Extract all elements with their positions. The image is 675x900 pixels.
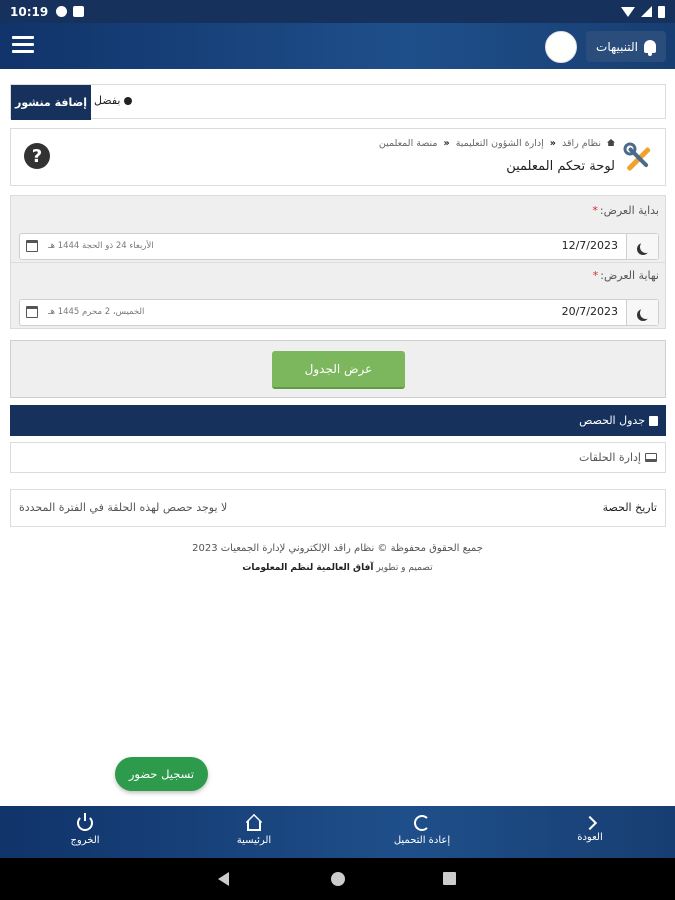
reload-icon [414,815,430,831]
logout-button[interactable]: الخروج [25,806,145,858]
circles-management-row[interactable] [10,442,666,473]
schedule-header-label: جدول الحصص [579,414,645,427]
bottom-nav [0,806,675,858]
home-button[interactable]: الرئيسية [194,806,314,858]
date-range-form [10,195,666,329]
credit-company-link[interactable]: آفاق العالمية لنظم المعلومات [242,563,374,573]
end-date-field[interactable] [19,299,659,326]
sim-card-icon [73,6,84,17]
record-attendance-button[interactable]: تسجيل حضور [115,757,208,791]
moon-icon [640,241,652,253]
start-date-label: بداية العرض:* [592,204,659,217]
laptop-icon [645,453,657,462]
battery-icon [658,6,665,18]
start-hijri-value: الأربعاء 24 ذو الحجة 1444 هـ [48,241,154,251]
moon-icon [640,307,652,319]
end-date-label: نهاية العرض:* [592,269,659,282]
page-title: لوحة تحكم المعلمين [506,159,615,174]
show-schedule-panel [10,340,666,398]
notifications-label: التنبيهات [596,39,638,54]
post-bar [10,84,666,119]
bell-icon [644,40,656,53]
tools-icon [623,142,655,174]
status-time: 10:19 [10,4,49,19]
reload-button[interactable]: إعادة التحميل [362,806,482,858]
status-bar [0,0,675,23]
post-ticker [94,94,132,107]
history-title: تاريخ الحصة [602,501,657,514]
circles-management-label: إدارة الحلقات [578,451,641,464]
copyright-text: جميع الحقوق محفوظة © نظام راقد الإلكتروني لإدارة الجمعيات 2023 [192,543,483,554]
info-icon [124,97,132,105]
calendar-icon[interactable] [26,306,38,318]
notifications-button[interactable] [586,31,666,62]
power-icon [77,815,93,831]
page-header [10,128,666,186]
avatar[interactable] [545,31,577,63]
menu-icon[interactable] [12,36,34,54]
notification-app-icon [56,6,67,17]
calendar-small-icon [649,416,658,426]
show-schedule-button[interactable]: عرض الجدول [272,351,405,389]
back-button[interactable]: العودة [530,806,650,858]
hijri-toggle-button[interactable] [626,300,658,325]
wifi-icon [621,7,635,17]
history-empty-message: لا يوجد حصص لهذه الحلقة في الفترة المحددة [19,501,228,514]
schedule-header [10,405,666,436]
home-icon [247,821,261,831]
post-ticker-text: بفضل [94,94,121,107]
start-date-value: 12/7/2023 [561,239,618,252]
app-bar [0,23,675,69]
calendar-icon[interactable] [26,240,38,252]
signal-icon [641,6,652,17]
system-nav-bar [0,858,675,900]
add-post-button[interactable]: إضافة منشور [11,85,91,120]
breadcrumb-item[interactable]: منصة المعلمين [378,138,438,149]
end-hijri-value: الخميس، 2 محرم 1445 هـ [48,307,145,317]
breadcrumb: نظام راقد « إدارة الشؤون التعليمية « منصة المعلمين [379,138,615,149]
start-date-field[interactable] [19,233,659,260]
breadcrumb-item[interactable]: إدارة الشؤون التعليمية [455,138,544,149]
system-back-icon[interactable] [218,872,229,886]
end-date-value: 20/7/2023 [561,305,618,318]
help-icon[interactable]: ? [24,143,50,169]
system-home-icon[interactable] [331,872,345,886]
home-small-icon [607,139,615,146]
chevron-right-icon [583,816,597,830]
breadcrumb-item[interactable]: نظام راقد [561,138,601,149]
system-recents-icon[interactable] [443,872,456,885]
session-history-row [10,489,666,527]
hijri-toggle-button[interactable] [626,234,658,259]
credit-text: تصميم و تطوير آفاق العالمية لنظم المعلومات [242,563,433,573]
